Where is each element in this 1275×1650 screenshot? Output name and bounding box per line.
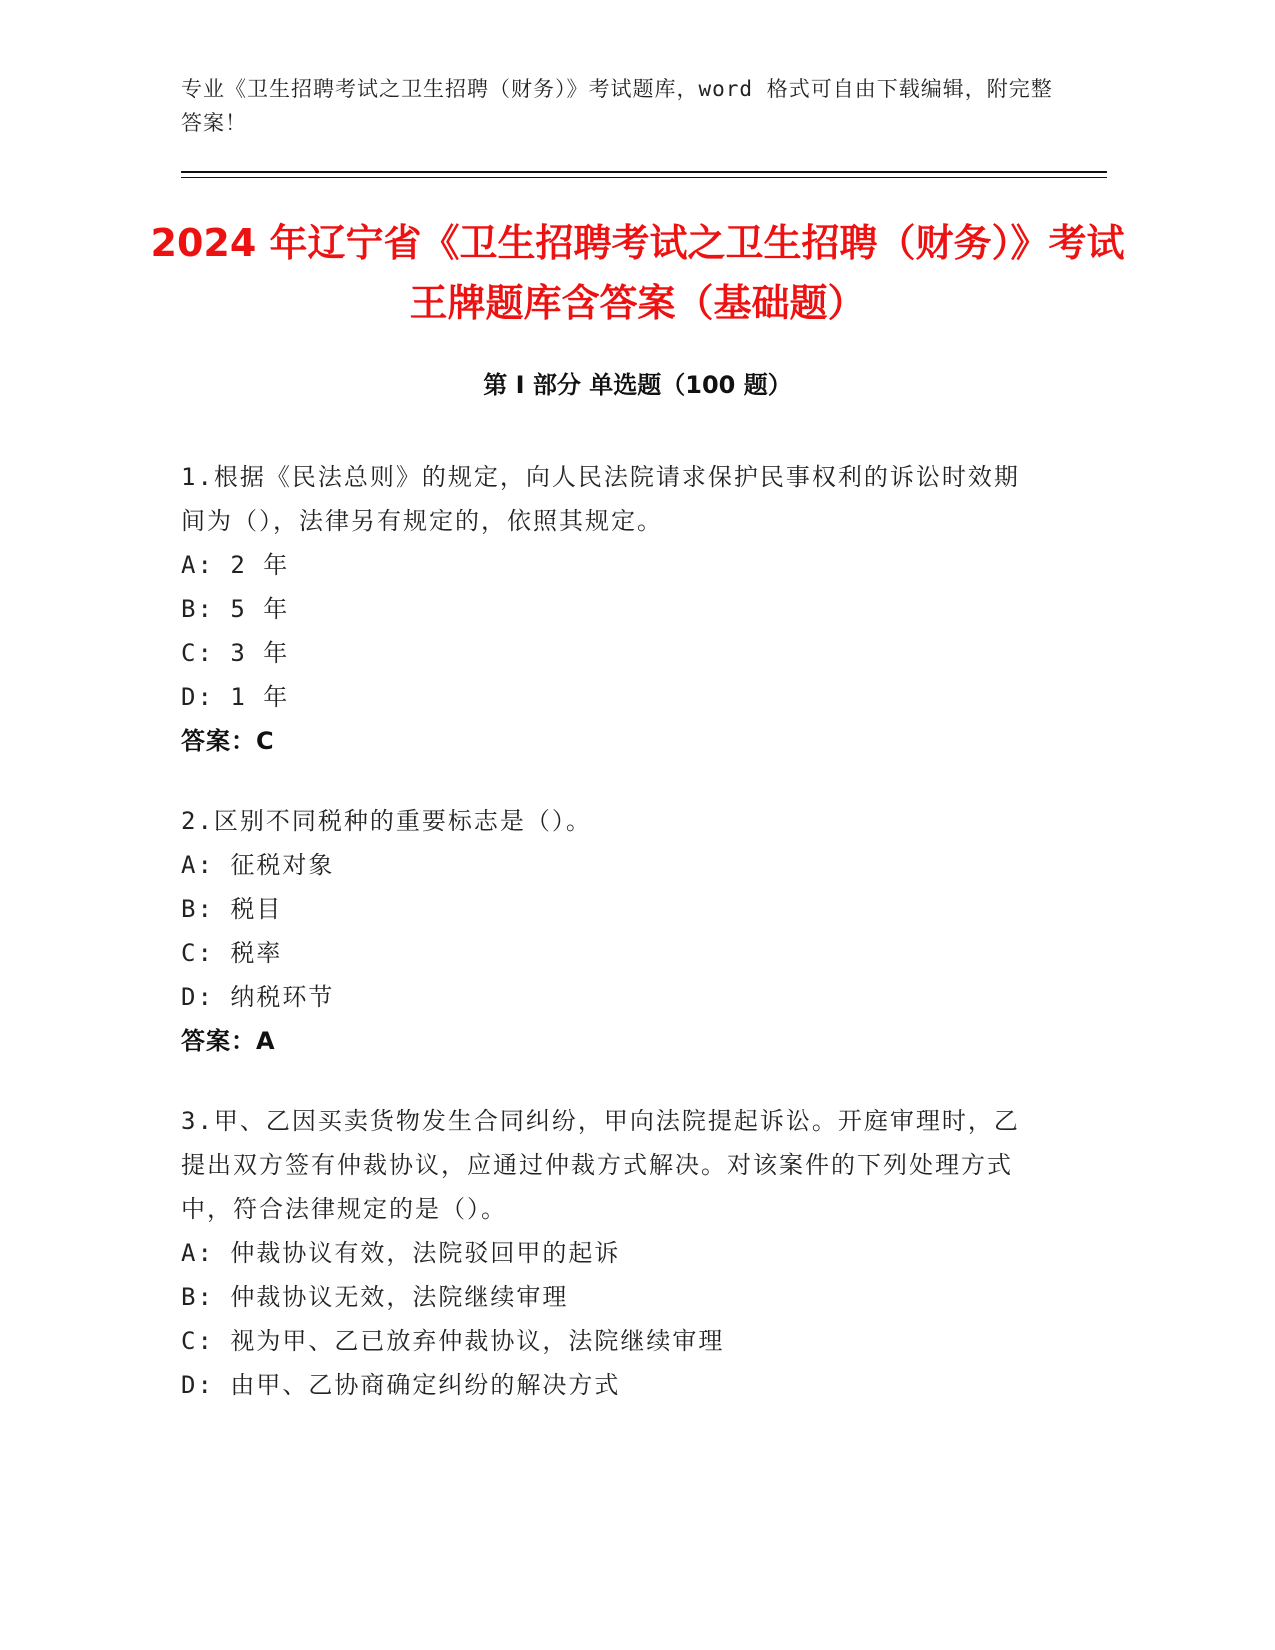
option-d: D: 纳税环节 bbox=[181, 983, 335, 1011]
answer: 答案：C bbox=[181, 727, 275, 755]
answer: 答案：A bbox=[181, 1027, 276, 1055]
option-c: C: 税率 bbox=[181, 939, 283, 967]
option-b: B: 仲裁协议无效，法院继续审理 bbox=[181, 1283, 569, 1311]
option-b: B: 5 年 bbox=[181, 595, 290, 623]
question-3 bbox=[181, 1099, 1041, 1407]
option-a: A: 仲裁协议有效，法院驳回甲的起诉 bbox=[181, 1239, 621, 1267]
question-2 bbox=[181, 799, 1041, 1063]
option-a: A: 2 年 bbox=[181, 551, 290, 579]
question-text: 3.甲、乙因买卖货物发生合同纠纷，甲向法院提起诉讼。开庭审理时，乙提出双方签有仲裁协议，应通过仲裁方式解决。对该案件的下列处理方式中，符合法律规定的是（）。 bbox=[181, 1107, 1020, 1223]
option-c: C: 3 年 bbox=[181, 639, 290, 667]
section-title: 第 I 部分 单选题（100 题） bbox=[483, 371, 792, 399]
header-divider-thick bbox=[181, 171, 1107, 173]
question-1 bbox=[181, 455, 1041, 763]
option-d: D: 1 年 bbox=[181, 683, 290, 711]
question-list bbox=[181, 455, 1041, 1443]
option-a: A: 征税对象 bbox=[181, 851, 335, 879]
question-text: 2.区别不同税种的重要标志是（）。 bbox=[181, 807, 592, 835]
header-note: 专业《卫生招聘考试之卫生招聘（财务）》考试题库，word 格式可自由下载编辑，附完整答案！ bbox=[181, 77, 1053, 135]
option-c: C: 视为甲、乙已放弃仲裁协议，法院继续审理 bbox=[181, 1327, 725, 1355]
option-d: D: 由甲、乙协商确定纠纷的解决方式 bbox=[181, 1371, 621, 1399]
option-b: B: 税目 bbox=[181, 895, 283, 923]
document-title: 2024 年辽宁省《卫生招聘考试之卫生招聘（财务）》考试王牌题库含答案（基础题） bbox=[150, 221, 1125, 325]
header-divider-thin bbox=[181, 177, 1107, 178]
question-text: 1.根据《民法总则》的规定，向人民法院请求保护民事权利的诉讼时效期间为（），法律另有规定的，依照其规定。 bbox=[181, 463, 1020, 535]
